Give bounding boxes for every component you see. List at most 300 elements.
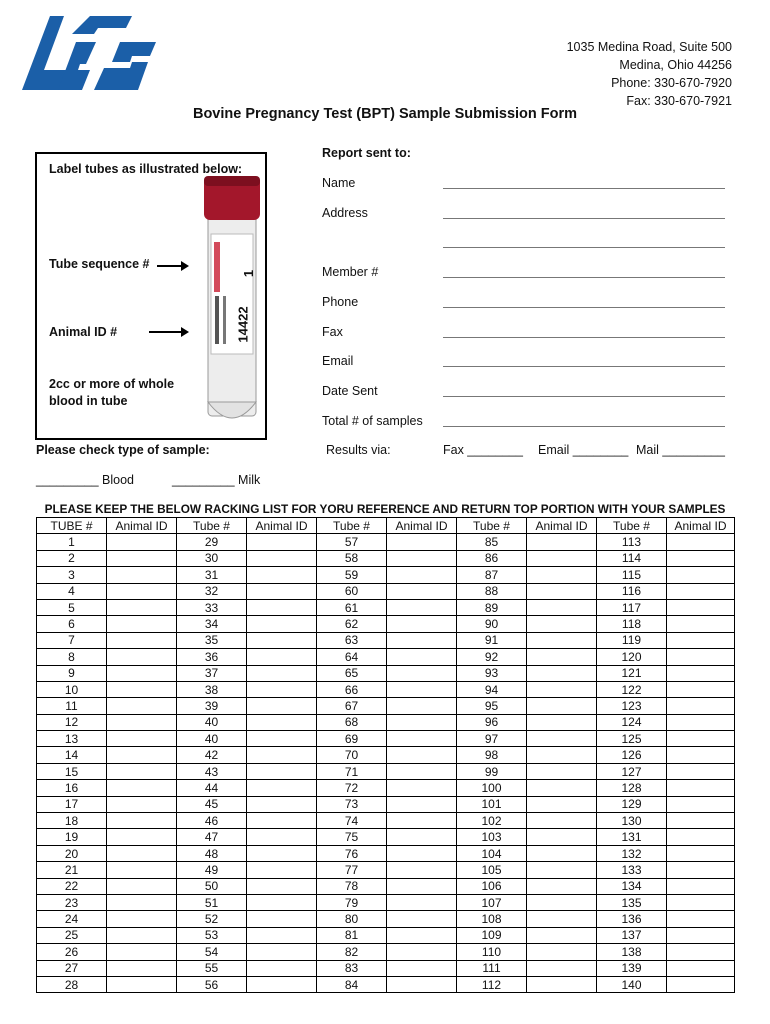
tube-number-cell: 123 <box>597 698 667 714</box>
phone-field[interactable] <box>443 307 725 308</box>
animal-id-cell[interactable] <box>247 763 317 779</box>
animal-id-cell[interactable] <box>667 944 735 960</box>
tube-number-cell: 9 <box>37 665 107 681</box>
tube-number-cell: 45 <box>177 796 247 812</box>
tube-number-cell: 84 <box>317 976 387 992</box>
address-line-fax: Fax: 330-670-7921 <box>626 94 732 108</box>
tube-number-cell: 83 <box>317 960 387 976</box>
tube-number-cell: 104 <box>457 845 527 861</box>
tube-number-cell: 65 <box>317 665 387 681</box>
tube-number-cell: 63 <box>317 632 387 648</box>
animal-id-cell[interactable] <box>247 960 317 976</box>
tube-number-cell: 36 <box>177 649 247 665</box>
animal-id-cell[interactable] <box>387 534 457 550</box>
animal-id-cell[interactable] <box>387 944 457 960</box>
sample-blood-option[interactable]: _________ Blood <box>36 473 135 487</box>
animal-id-cell[interactable] <box>527 731 597 747</box>
tube-number-cell: 99 <box>457 763 527 779</box>
tube-number-cell: 126 <box>597 747 667 763</box>
results-via-label: Results via: <box>326 443 391 457</box>
tube-number-cell: 58 <box>317 550 387 566</box>
animal-id-cell[interactable] <box>247 731 317 747</box>
header-tube-5: Tube # <box>597 518 667 534</box>
tube-number-cell: 16 <box>37 780 107 796</box>
header-tube-1: TUBE # <box>37 518 107 534</box>
animal-id-cell[interactable] <box>107 829 177 845</box>
tube-number-cell: 6 <box>37 616 107 632</box>
table-row <box>37 911 735 927</box>
animal-id-cell[interactable] <box>107 714 177 730</box>
table-row <box>37 665 735 681</box>
animal-id-cell[interactable] <box>387 698 457 714</box>
animal-id-cell[interactable] <box>387 665 457 681</box>
tube-number-cell: 107 <box>457 894 527 910</box>
animal-id-cell[interactable] <box>667 665 735 681</box>
tube-number-cell: 102 <box>457 813 527 829</box>
tube-number-cell: 5 <box>37 599 107 615</box>
member-number-field[interactable] <box>443 277 725 278</box>
tube-number-cell: 29 <box>177 534 247 550</box>
tube-number-cell: 40 <box>177 731 247 747</box>
sample-type-heading: Please check type of sample: <box>36 443 210 457</box>
animal-id-cell[interactable] <box>247 829 317 845</box>
animal-id-cell[interactable] <box>107 649 177 665</box>
animal-id-cell[interactable] <box>667 681 735 697</box>
racking-list-table <box>36 517 735 993</box>
tube-number-cell: 140 <box>597 976 667 992</box>
table-row <box>37 714 735 730</box>
animal-id-cell[interactable] <box>387 583 457 599</box>
animal-id-cell[interactable] <box>527 878 597 894</box>
table-row <box>37 567 735 583</box>
animal-id-cell[interactable] <box>527 894 597 910</box>
table-row <box>37 829 735 845</box>
animal-id-cell[interactable] <box>527 550 597 566</box>
animal-id-cell[interactable] <box>667 960 735 976</box>
tube-number-cell: 111 <box>457 960 527 976</box>
animal-id-cell[interactable] <box>247 796 317 812</box>
company-address <box>567 38 732 110</box>
animal-id-cell[interactable] <box>247 862 317 878</box>
animal-id-cell[interactable] <box>107 665 177 681</box>
tube-label-illustration <box>35 152 267 440</box>
header-tube-3: Tube # <box>317 518 387 534</box>
animal-id-cell[interactable] <box>527 976 597 992</box>
animal-id-cell[interactable] <box>387 878 457 894</box>
racking-list-title: PLEASE KEEP THE BELOW RACKING LIST FOR YORU REFERENCE AND RETURN TOP PORTION WITH YOUR SAMPLES <box>44 502 726 516</box>
animal-id-cell[interactable] <box>247 632 317 648</box>
tube-animal-id-label: 14422 <box>235 306 251 343</box>
tube-number-cell: 24 <box>37 911 107 927</box>
animal-id-cell[interactable] <box>247 681 317 697</box>
tube-number-cell: 31 <box>177 567 247 583</box>
tube-number-cell: 103 <box>457 829 527 845</box>
aeis-logo <box>20 12 160 92</box>
tube-number-cell: 42 <box>177 747 247 763</box>
address-field[interactable] <box>443 218 725 219</box>
animal-id-cell[interactable] <box>107 747 177 763</box>
animal-id-cell[interactable] <box>527 698 597 714</box>
address-field-line-2[interactable] <box>443 247 725 248</box>
animal-id-cell[interactable] <box>107 845 177 861</box>
tube-number-cell: 59 <box>317 567 387 583</box>
tube-number-cell: 37 <box>177 665 247 681</box>
tube-number-cell: 135 <box>597 894 667 910</box>
animal-id-cell[interactable] <box>667 747 735 763</box>
tube-number-cell: 67 <box>317 698 387 714</box>
table-row <box>37 731 735 747</box>
tube-number-cell: 127 <box>597 763 667 779</box>
animal-id-cell[interactable] <box>667 894 735 910</box>
racking-header-row <box>37 518 735 534</box>
tube-number-cell: 82 <box>317 944 387 960</box>
tube-number-cell: 18 <box>37 813 107 829</box>
tube-number-cell: 132 <box>597 845 667 861</box>
animal-id-cell[interactable] <box>387 829 457 845</box>
table-row <box>37 763 735 779</box>
animal-id-cell[interactable] <box>667 813 735 829</box>
header-animal-id-3: Animal ID <box>387 518 457 534</box>
tube-number-cell: 19 <box>37 829 107 845</box>
header-tube-4: Tube # <box>457 518 527 534</box>
animal-id-cell[interactable] <box>107 878 177 894</box>
animal-id-cell[interactable] <box>667 599 735 615</box>
animal-id-cell[interactable] <box>527 681 597 697</box>
date-sent-field[interactable] <box>443 396 725 397</box>
animal-id-cell[interactable] <box>387 632 457 648</box>
animal-id-cell[interactable] <box>527 796 597 812</box>
table-row <box>37 550 735 566</box>
address-line-street: 1035 Medina Road, Suite 500 <box>566 40 732 54</box>
tube-number-cell: 75 <box>317 829 387 845</box>
animal-id-cell[interactable] <box>387 845 457 861</box>
tube-number-cell: 72 <box>317 780 387 796</box>
tube-number-cell: 69 <box>317 731 387 747</box>
tube-number-cell: 117 <box>597 599 667 615</box>
tube-number-cell: 64 <box>317 649 387 665</box>
tube-number-cell: 70 <box>317 747 387 763</box>
tube-number-cell: 38 <box>177 681 247 697</box>
tube-number-cell: 81 <box>317 927 387 943</box>
tube-number-cell: 20 <box>37 845 107 861</box>
animal-id-cell[interactable] <box>667 698 735 714</box>
tube-number-cell: 11 <box>37 698 107 714</box>
animal-id-cell[interactable] <box>247 944 317 960</box>
phone-label: Phone <box>322 295 359 309</box>
tube-number-cell: 35 <box>177 632 247 648</box>
animal-id-cell[interactable] <box>387 960 457 976</box>
animal-id-cell[interactable] <box>387 714 457 730</box>
animal-id-cell[interactable] <box>667 649 735 665</box>
animal-id-cell[interactable] <box>107 960 177 976</box>
tube-number-cell: 129 <box>597 796 667 812</box>
animal-id-cell[interactable] <box>387 894 457 910</box>
fax-label: Fax <box>322 325 343 339</box>
animal-id-cell[interactable] <box>247 567 317 583</box>
animal-id-cell[interactable] <box>667 845 735 861</box>
tube-number-cell: 106 <box>457 878 527 894</box>
tube-number-cell: 114 <box>597 550 667 566</box>
tube-number-cell: 116 <box>597 583 667 599</box>
blood-tube-image <box>202 172 262 432</box>
animal-id-cell[interactable] <box>247 665 317 681</box>
tube-number-cell: 30 <box>177 550 247 566</box>
animal-id-cell[interactable] <box>667 796 735 812</box>
animal-id-cell[interactable] <box>667 583 735 599</box>
tube-number-cell: 46 <box>177 813 247 829</box>
table-row <box>37 927 735 943</box>
table-row <box>37 796 735 812</box>
racking-table-body <box>37 534 735 993</box>
header-animal-id-5: Animal ID <box>667 518 735 534</box>
tube-number-cell: 55 <box>177 960 247 976</box>
animal-id-cell[interactable] <box>247 878 317 894</box>
tube-number-cell: 130 <box>597 813 667 829</box>
animal-id-cell[interactable] <box>107 698 177 714</box>
animal-id-cell[interactable] <box>527 599 597 615</box>
animal-id-cell[interactable] <box>247 599 317 615</box>
animal-id-cell[interactable] <box>527 944 597 960</box>
animal-id-cell[interactable] <box>107 780 177 796</box>
tube-number-cell: 40 <box>177 714 247 730</box>
animal-id-cell[interactable] <box>107 599 177 615</box>
header-tube-2: Tube # <box>177 518 247 534</box>
animal-id-cell[interactable] <box>667 714 735 730</box>
animal-id-cell[interactable] <box>667 632 735 648</box>
animal-id-cell[interactable] <box>247 649 317 665</box>
address-line-city: Medina, Ohio 44256 <box>619 58 732 72</box>
tube-number-cell: 124 <box>597 714 667 730</box>
tube-number-cell: 133 <box>597 862 667 878</box>
tube-number-cell: 56 <box>177 976 247 992</box>
tube-number-cell: 94 <box>457 681 527 697</box>
tube-number-cell: 22 <box>37 878 107 894</box>
animal-id-cell[interactable] <box>527 534 597 550</box>
animal-id-cell[interactable] <box>527 763 597 779</box>
tube-number-cell: 44 <box>177 780 247 796</box>
tube-number-cell: 80 <box>317 911 387 927</box>
animal-id-cell[interactable] <box>387 911 457 927</box>
animal-id-cell[interactable] <box>667 829 735 845</box>
tube-number-cell: 66 <box>317 681 387 697</box>
animal-id-cell[interactable] <box>527 583 597 599</box>
header-animal-id-4: Animal ID <box>527 518 597 534</box>
tube-number-cell: 3 <box>37 567 107 583</box>
animal-id-cell[interactable] <box>247 583 317 599</box>
tube-number-cell: 92 <box>457 649 527 665</box>
tube-number-cell: 74 <box>317 813 387 829</box>
animal-id-cell[interactable] <box>247 976 317 992</box>
animal-id-cell[interactable] <box>527 845 597 861</box>
tube-number-cell: 118 <box>597 616 667 632</box>
animal-id-cell[interactable] <box>387 780 457 796</box>
animal-id-cell[interactable] <box>247 911 317 927</box>
animal-id-cell[interactable] <box>387 681 457 697</box>
animal-id-cell[interactable] <box>107 944 177 960</box>
tube-number-cell: 109 <box>457 927 527 943</box>
tube-number-label: 1 <box>241 269 257 278</box>
animal-id-cell[interactable] <box>107 796 177 812</box>
animal-id-cell[interactable] <box>527 862 597 878</box>
animal-id-cell[interactable] <box>527 567 597 583</box>
tube-number-cell: 26 <box>37 944 107 960</box>
tube-number-cell: 10 <box>37 681 107 697</box>
tube-number-cell: 25 <box>37 927 107 943</box>
results-mail-option[interactable]: Mail _________ <box>636 443 725 457</box>
animal-id-cell[interactable] <box>667 550 735 566</box>
animal-id-cell[interactable] <box>107 550 177 566</box>
tube-number-cell: 139 <box>597 960 667 976</box>
table-row <box>37 583 735 599</box>
tube-number-cell: 78 <box>317 878 387 894</box>
tube-number-cell: 134 <box>597 878 667 894</box>
total-samples-field[interactable] <box>443 426 725 427</box>
tube-number-cell: 33 <box>177 599 247 615</box>
animal-id-cell[interactable] <box>527 649 597 665</box>
results-email-option[interactable]: Email ________ <box>538 443 629 457</box>
animal-id-cell[interactable] <box>527 780 597 796</box>
animal-id-cell[interactable] <box>247 534 317 550</box>
animal-id-cell[interactable] <box>387 649 457 665</box>
email-field[interactable] <box>443 366 725 367</box>
animal-id-cell[interactable] <box>107 763 177 779</box>
animal-id-cell[interactable] <box>247 550 317 566</box>
table-row <box>37 944 735 960</box>
report-sent-to-heading: Report sent to: <box>322 146 411 160</box>
animal-id-cell[interactable] <box>667 567 735 583</box>
address-line-phone: Phone: 330-670-7920 <box>611 76 732 90</box>
tube-number-cell: 86 <box>457 550 527 566</box>
animal-id-cell[interactable] <box>107 632 177 648</box>
animal-id-cell[interactable] <box>527 911 597 927</box>
animal-id-cell[interactable] <box>667 878 735 894</box>
animal-id-cell[interactable] <box>107 731 177 747</box>
animal-id-cell[interactable] <box>667 780 735 796</box>
animal-id-cell[interactable] <box>107 616 177 632</box>
tube-number-cell: 88 <box>457 583 527 599</box>
tube-number-cell: 112 <box>457 976 527 992</box>
animal-id-cell[interactable] <box>667 862 735 878</box>
animal-id-cell[interactable] <box>527 632 597 648</box>
animal-id-cell[interactable] <box>387 976 457 992</box>
animal-id-cell[interactable] <box>107 862 177 878</box>
animal-id-cell[interactable] <box>387 927 457 943</box>
sample-milk-option[interactable]: _________ Milk <box>172 473 261 487</box>
animal-id-cell[interactable] <box>387 796 457 812</box>
animal-id-cell[interactable] <box>387 862 457 878</box>
tube-sequence-arrow <box>157 265 183 267</box>
animal-id-cell[interactable] <box>247 747 317 763</box>
tube-number-cell: 120 <box>597 649 667 665</box>
animal-id-cell[interactable] <box>247 616 317 632</box>
animal-id-cell[interactable] <box>527 714 597 730</box>
animal-id-cell[interactable] <box>247 894 317 910</box>
animal-id-cell[interactable] <box>387 599 457 615</box>
animal-id-cell[interactable] <box>247 845 317 861</box>
animal-id-cell[interactable] <box>107 583 177 599</box>
tube-number-cell: 47 <box>177 829 247 845</box>
animal-id-cell[interactable] <box>387 763 457 779</box>
animal-id-cell[interactable] <box>527 616 597 632</box>
animal-id-cell[interactable] <box>667 616 735 632</box>
animal-id-arrow <box>149 331 183 333</box>
animal-id-cell[interactable] <box>387 616 457 632</box>
tube-number-cell: 14 <box>37 747 107 763</box>
animal-id-cell[interactable] <box>247 698 317 714</box>
animal-id-cell[interactable] <box>247 813 317 829</box>
tube-number-cell: 95 <box>457 698 527 714</box>
animal-id-cell[interactable] <box>387 567 457 583</box>
fax-field[interactable] <box>443 337 725 338</box>
animal-id-cell[interactable] <box>527 665 597 681</box>
tube-number-cell: 54 <box>177 944 247 960</box>
form-title: Bovine Pregnancy Test (BPT) Sample Submission Form <box>192 106 578 122</box>
tube-number-cell: 2 <box>37 550 107 566</box>
table-row <box>37 960 735 976</box>
tube-number-cell: 97 <box>457 731 527 747</box>
name-field[interactable] <box>443 188 725 189</box>
tube-number-cell: 61 <box>317 599 387 615</box>
animal-id-cell[interactable] <box>667 976 735 992</box>
animal-id-cell[interactable] <box>667 534 735 550</box>
animal-id-cell[interactable] <box>247 927 317 943</box>
tube-number-cell: 101 <box>457 796 527 812</box>
animal-id-cell[interactable] <box>527 927 597 943</box>
animal-id-cell[interactable] <box>247 714 317 730</box>
animal-id-cell[interactable] <box>107 567 177 583</box>
tube-number-cell: 48 <box>177 845 247 861</box>
animal-id-cell[interactable] <box>667 763 735 779</box>
animal-id-cell[interactable] <box>107 911 177 927</box>
animal-id-cell[interactable] <box>107 894 177 910</box>
table-row <box>37 632 735 648</box>
animal-id-cell[interactable] <box>527 829 597 845</box>
tube-number-cell: 50 <box>177 878 247 894</box>
animal-id-cell[interactable] <box>527 813 597 829</box>
results-fax-option[interactable]: Fax ________ <box>443 443 523 457</box>
animal-id-cell[interactable] <box>387 731 457 747</box>
tube-sequence-note: Tube sequence # <box>49 257 150 271</box>
animal-id-cell[interactable] <box>387 813 457 829</box>
animal-id-cell[interactable] <box>667 927 735 943</box>
tube-number-cell: 138 <box>597 944 667 960</box>
animal-id-cell[interactable] <box>247 780 317 796</box>
animal-id-cell[interactable] <box>107 681 177 697</box>
tube-number-cell: 21 <box>37 862 107 878</box>
animal-id-cell[interactable] <box>527 747 597 763</box>
animal-id-cell[interactable] <box>387 747 457 763</box>
table-row <box>37 894 735 910</box>
animal-id-cell[interactable] <box>527 960 597 976</box>
animal-id-cell[interactable] <box>667 731 735 747</box>
animal-id-cell[interactable] <box>387 550 457 566</box>
total-samples-label: Total # of samples <box>322 414 423 428</box>
animal-id-cell[interactable] <box>667 911 735 927</box>
tube-number-cell: 39 <box>177 698 247 714</box>
animal-id-cell[interactable] <box>107 976 177 992</box>
animal-id-cell[interactable] <box>107 534 177 550</box>
tube-number-cell: 8 <box>37 649 107 665</box>
tube-number-cell: 12 <box>37 714 107 730</box>
tube-number-cell: 136 <box>597 911 667 927</box>
animal-id-cell[interactable] <box>107 813 177 829</box>
member-number-label: Member # <box>322 265 379 279</box>
animal-id-cell[interactable] <box>107 927 177 943</box>
tube-number-cell: 27 <box>37 960 107 976</box>
tube-number-cell: 52 <box>177 911 247 927</box>
tube-number-cell: 110 <box>457 944 527 960</box>
animal-id-note: Animal ID # <box>49 325 118 339</box>
